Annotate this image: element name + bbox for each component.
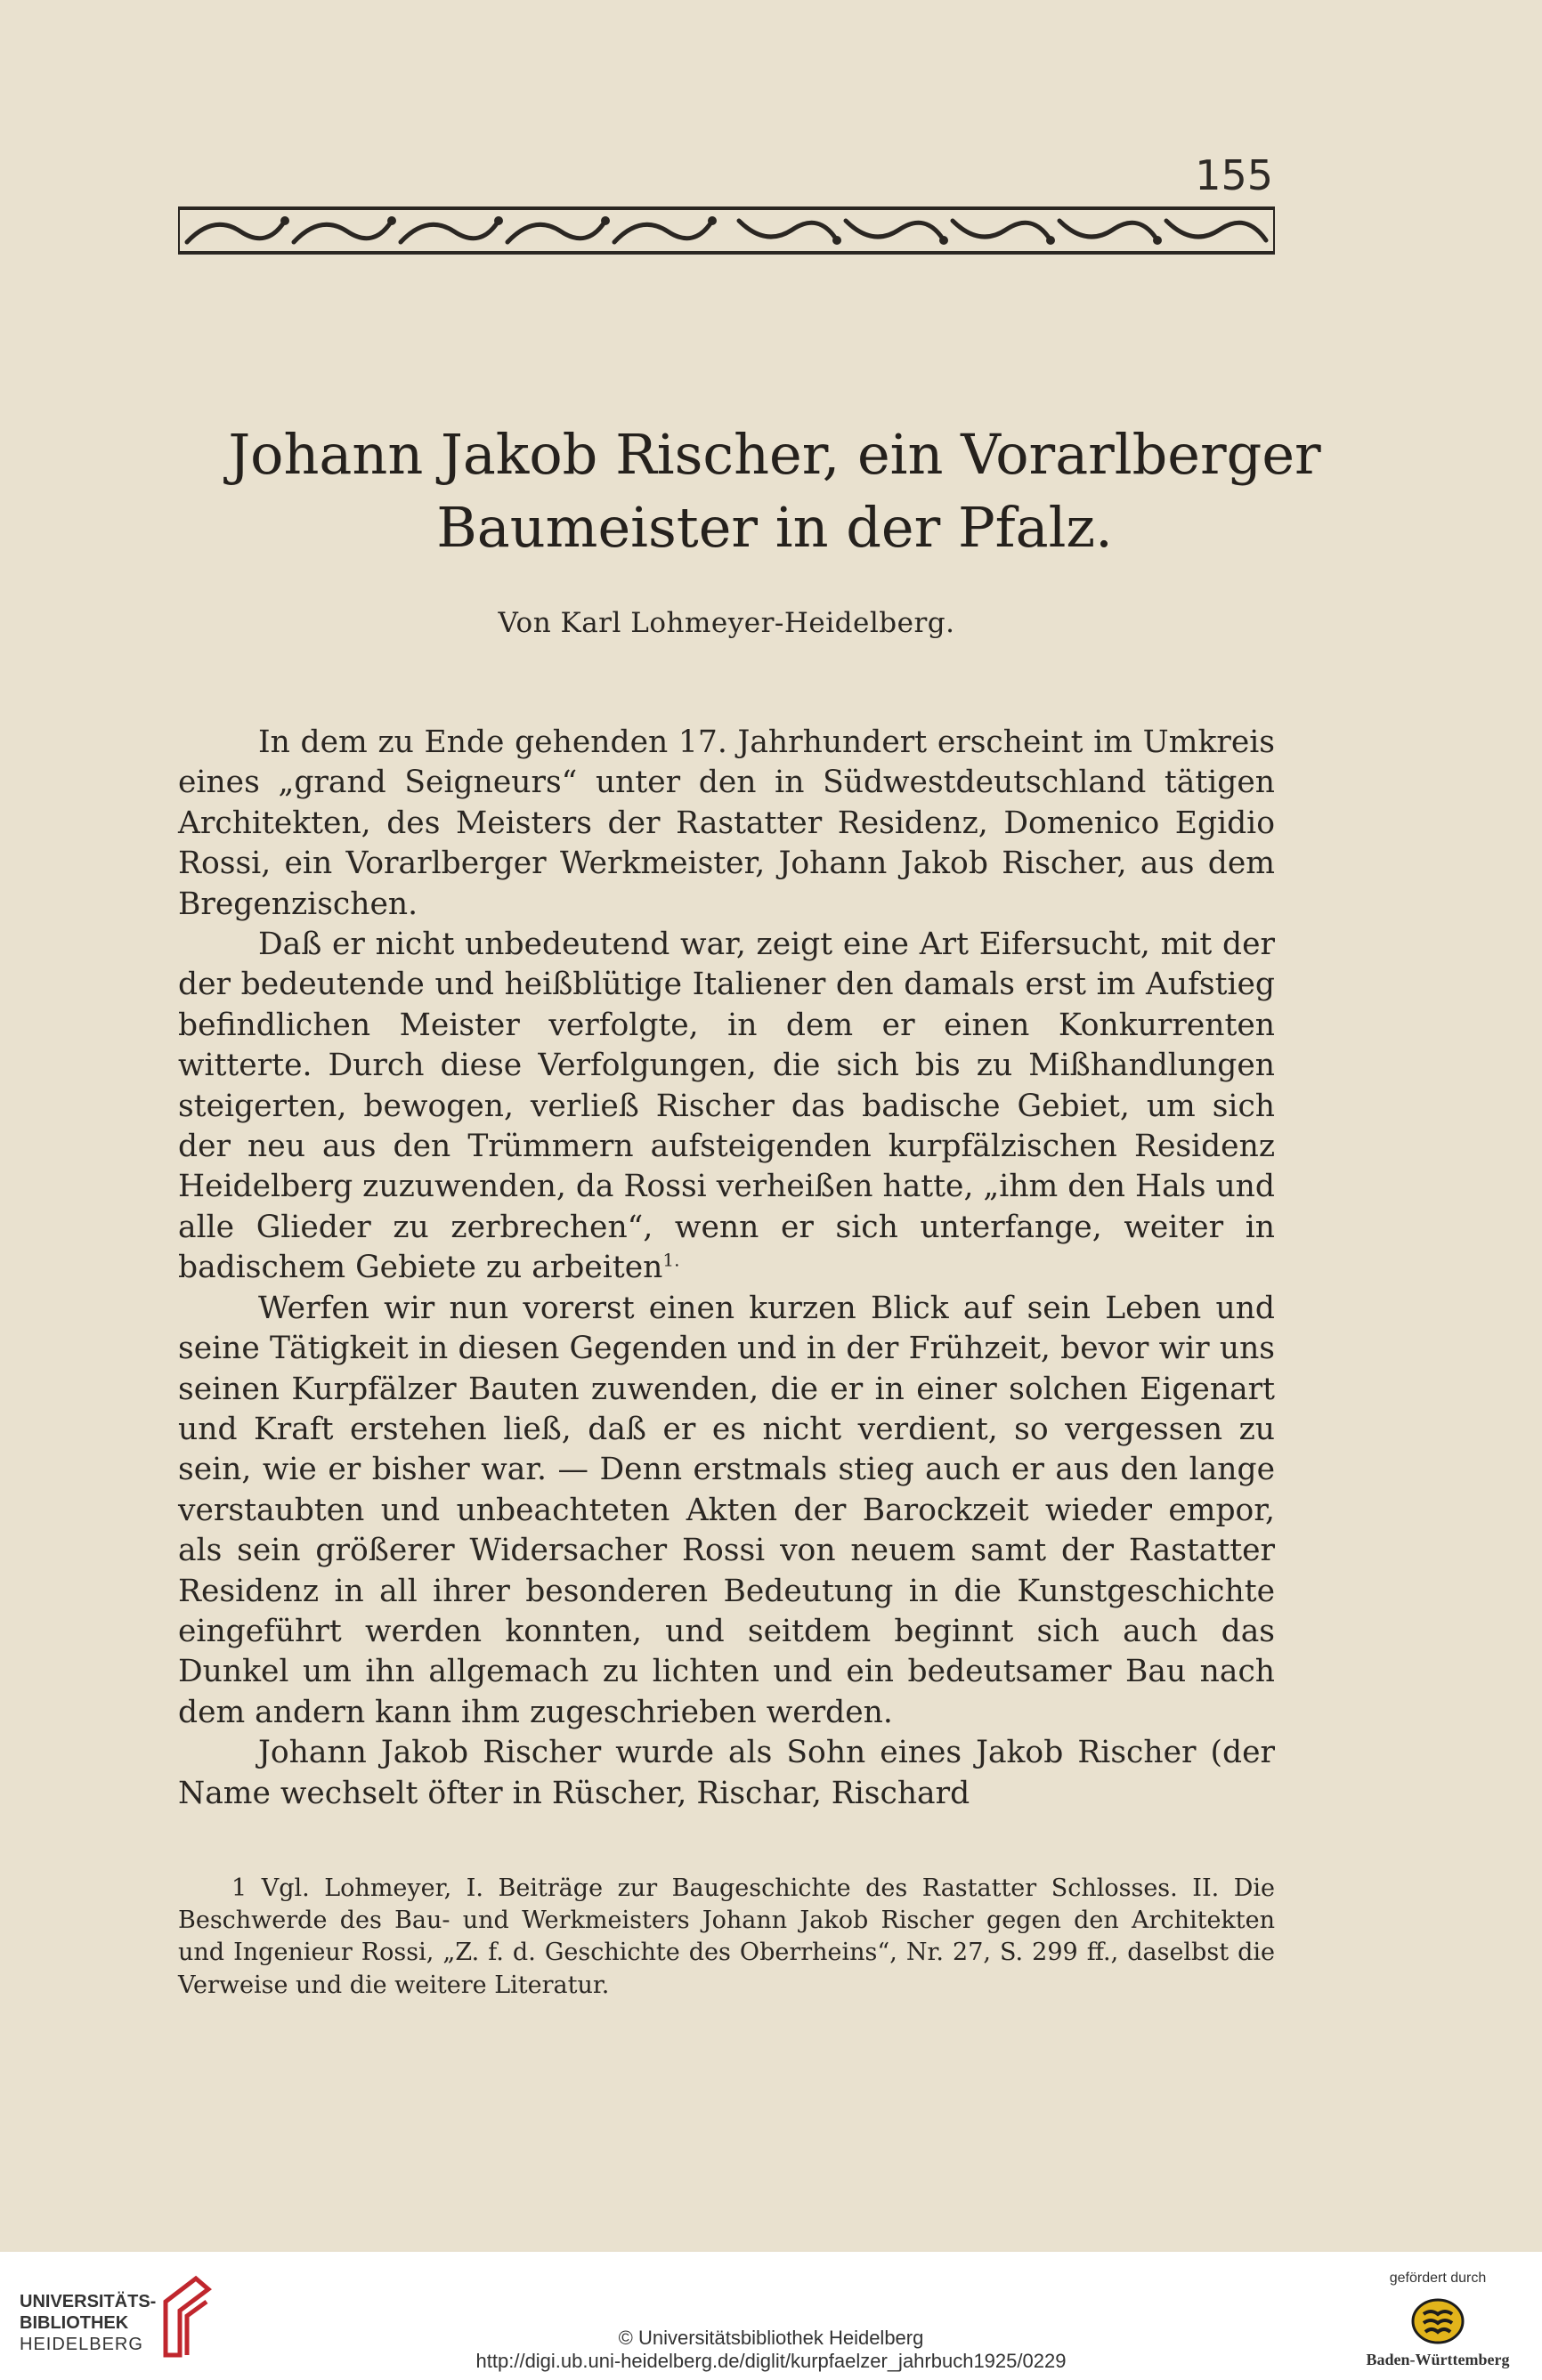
sponsor-block bbox=[1344, 2270, 1531, 2369]
decorative-border-ornament bbox=[178, 206, 1275, 255]
library-name-line: HEIDELBERG bbox=[20, 2335, 143, 2354]
library-name-line: BIBLIOTHEK bbox=[20, 2313, 129, 2333]
footnote-reference: 1. bbox=[662, 1249, 680, 1271]
sponsor-name: Baden-Württemberg bbox=[1366, 2351, 1510, 2368]
article-title bbox=[142, 418, 1407, 564]
paragraph-text: Daß er nicht unbedeutend war, zeigt eine Art Eifersucht, mit der der bedeutende und heißblütige Italiener den damals erst im Aufstieg befindlichen Meister verfolgte, in dem er einen Konkurrenten witterte. Durch diese Verfolgungen, die sich bis zu Mißhandlungen steigerten, bewogen, verließ Rischer das badische Gebiet, um sich der neu aus den Trümmern aufsteigenden kurpfälzischen Residenz Heidelberg zuzuwenden, da Rossi verheißen hatte, „ihm den Hals und alle Glieder zu zerbrechen“, wenn er sich unterfange, weiter in badischem Gebiete zu arbeiten bbox=[178, 927, 1275, 1286]
copyright-notice bbox=[445, 2327, 1097, 2373]
state-coat-of-arms-icon bbox=[1411, 2298, 1465, 2344]
footnotes bbox=[178, 1873, 1275, 2002]
library-name-line: UNIVERSITÄTS- bbox=[20, 2292, 157, 2311]
paragraph: In dem zu Ende gehenden 17. Jahrhundert erscheint im Umkreis eines „grand Seigneurs“ unter den in Südwestdeutschland tätigen Architekten, des Meisters der Rastatter Residenz, Domenico Egidio Rossi, ein Vorarlberger Werkmeister, Johann Jakob Rischer, aus dem Bregenzischen. bbox=[178, 725, 1275, 922]
footnote: 1 Vgl. Lohmeyer, I. Beiträge zur Baugeschichte des Rastatter Schlosses. II. Die Beschwerde des Bau- und Werkmeisters Johann Jakob Rischer gegen den Architekten und Ingenieur Rossi, „Z. f. d. Geschichte des Oberrheins“, Nr. 27, S. 299 ff., daselbst die Verweise und die weitere Literatur. bbox=[178, 1874, 1275, 1999]
sponsor-label: gefördert durch bbox=[1389, 2271, 1487, 2286]
title-line: Baumeister in der Pfalz. bbox=[436, 495, 1113, 560]
library-logo-text[interactable] bbox=[20, 2291, 156, 2355]
author-byline: Von Karl Lohmeyer-Heidelberg. bbox=[498, 607, 955, 639]
paragraph: Werfen wir nun vorerst einen kurzen Blick auf sein Leben und seine Tätigkeit in diesen Gegenden und in der Frühzeit, bevor wir uns seinen Kurpfälzer Bauten zuwenden, die er in einer solchen Eigenart und Kraft erstehen ließ, daß er es nicht verdient, so vergessen zu sein, wie er bisher war. — Denn erstmals stieg auch er aus den lange verstaubten und unbeachteten Akten der Barockzeit wieder empor, als sein größerer Widersacher Rossi von neuem samt der Rastatter Residenz in all ihrer besonderen Bedeutung in die Kunstgeschichte eingeführt werden konnten, und seitdem beginnt sich auch das Dunkel um ihn allgemach zu lichten und ein bedeutsamer Bau nach dem andern kann ihm zugeschrieben werden. bbox=[178, 1290, 1275, 1730]
library-emblem-icon bbox=[157, 2275, 214, 2364]
paragraph bbox=[178, 925, 1275, 1289]
permalink-url[interactable]: http://digi.ub.uni-heidelberg.de/diglit/kurpfaelzer_jahrbuch1925/0229 bbox=[475, 2350, 1067, 2372]
article-body bbox=[178, 723, 1275, 1814]
page-number: 155 bbox=[1195, 151, 1273, 199]
paragraph: Johann Jakob Rischer wurde als Sohn eines Jakob Rischer (der Name wechselt öfter in Rüscher, Rischar, Rischard bbox=[178, 1735, 1275, 1811]
copyright-text: © Universitätsbibliothek Heidelberg bbox=[618, 2327, 924, 2349]
title-line: Johann Jakob Rischer, ein Vorarlberger bbox=[228, 422, 1321, 487]
